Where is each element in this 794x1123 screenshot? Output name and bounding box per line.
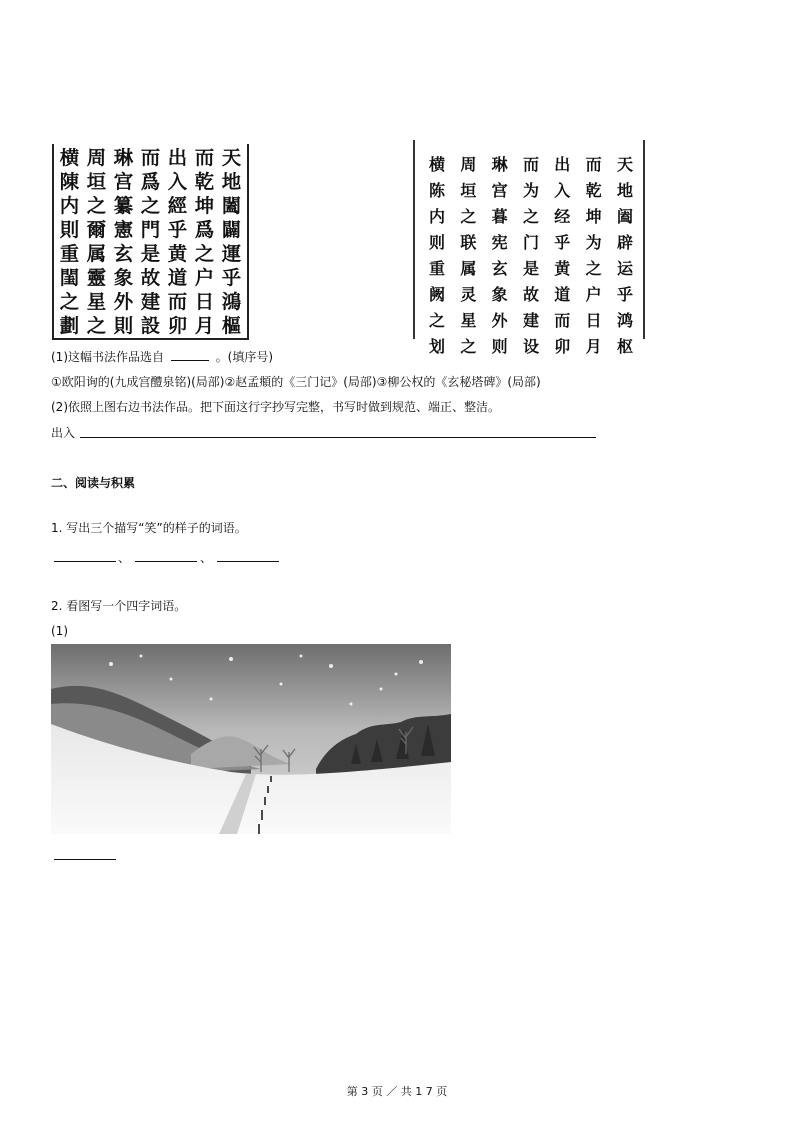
calligraphy-left-character: 象 <box>113 267 134 289</box>
calligraphy-right-character: 暮 <box>491 207 508 226</box>
calligraphy-right-character: 乾 <box>585 181 602 200</box>
calligraphy-right-character: 垣 <box>460 181 477 200</box>
answer-blank-laugh-1[interactable] <box>54 561 116 562</box>
answer-blank-laugh-2[interactable] <box>135 561 197 562</box>
question-2: (2)依照上图右边书法作品。把下面这行字抄写完整，书写时做到规范、端正、整洁。 <box>51 400 501 414</box>
calligraphy-left-column <box>165 146 190 338</box>
calligraphy-right-character: 为 <box>585 233 602 252</box>
calligraphy-left-character: 憲 <box>113 219 134 241</box>
calligraphy-left-character: 經 <box>167 195 188 217</box>
calligraphy-left-character: 卯 <box>167 315 188 337</box>
calligraphy-right-character: 地 <box>616 181 633 200</box>
calligraphy-right-character: 琳 <box>491 155 508 174</box>
calligraphy-left-character: 乎 <box>221 267 242 289</box>
calligraphy-right-character: 黄 <box>554 259 571 278</box>
calligraphy-right-character: 经 <box>554 207 571 226</box>
calligraphy-right-character: 鸿 <box>616 311 633 330</box>
calligraphy-right-character: 宫 <box>491 181 508 200</box>
calligraphy-right-character: 重 <box>428 259 445 278</box>
calligraphy-right-column <box>582 152 606 356</box>
calligraphy-left-character: 設 <box>140 315 161 337</box>
calligraphy-right-character: 卯 <box>554 337 571 356</box>
calligraphy-left-character: 黄 <box>167 243 188 265</box>
calligraphy-left-character: 之 <box>140 195 161 217</box>
calligraphy-left-character: 鴻 <box>221 291 242 313</box>
calligraphy-left-character: 是 <box>140 243 161 265</box>
calligraphy-right-character: 则 <box>491 337 508 356</box>
calligraphy-right-character: 属 <box>460 259 477 278</box>
calligraphy-right-character: 门 <box>522 233 539 252</box>
calligraphy-left-character: 爲 <box>194 219 215 241</box>
calligraphy-right-character: 辟 <box>616 233 633 252</box>
calligraphy-right-character: 星 <box>460 311 477 330</box>
calligraphy-right-character: 乎 <box>616 285 633 304</box>
calligraphy-right-character: 乎 <box>554 233 571 252</box>
calligraphy-left-character: 内 <box>59 195 80 217</box>
calligraphy-left-character: 爲 <box>140 171 161 193</box>
calligraphy-right-character: 而 <box>585 155 602 174</box>
question-1-prefix: (1)这幅书法作品选自 <box>51 350 164 364</box>
question-1 <box>51 348 273 365</box>
calligraphy-right-character: 而 <box>554 311 571 330</box>
calligraphy-left-character: 劃 <box>59 315 80 337</box>
calligraphy-right-column <box>425 152 449 356</box>
calligraphy-left-character: 則 <box>59 219 80 241</box>
snow-landscape-image <box>51 644 451 834</box>
answer-blank-picture[interactable] <box>54 859 116 860</box>
calligraphy-left-character: 坤 <box>194 195 215 217</box>
calligraphy-right-character: 设 <box>522 337 539 356</box>
calligraphy-left-character: 閨 <box>59 267 80 289</box>
calligraphy-left-character: 入 <box>167 171 188 193</box>
calligraphy-right-character: 之 <box>428 311 445 330</box>
calligraphy-left-character: 月 <box>194 315 215 337</box>
calligraphy-right-character: 建 <box>522 311 539 330</box>
calligraphy-left-character: 地 <box>221 171 242 193</box>
copy-answer-line[interactable] <box>80 437 596 438</box>
calligraphy-left-character: 故 <box>140 267 161 289</box>
calligraphy-left-character: 而 <box>167 291 188 313</box>
calligraphy-left-character: 闢 <box>221 219 242 241</box>
calligraphy-left-column <box>138 146 163 338</box>
calligraphy-left-character: 運 <box>221 243 242 265</box>
separator: 、 <box>200 551 213 565</box>
calligraphy-right-character: 为 <box>522 181 539 200</box>
item-2: 2. 看图写一个四字词语。 <box>51 599 187 613</box>
calligraphy-left-character: 重 <box>59 243 80 265</box>
calligraphy-left-column <box>111 146 136 338</box>
calligraphy-right-character: 周 <box>460 155 477 174</box>
calligraphy-left-character: 日 <box>194 291 215 313</box>
calligraphy-right-character: 宪 <box>491 233 508 252</box>
calligraphy-left-image <box>52 144 249 340</box>
calligraphy-left-character: 道 <box>167 267 188 289</box>
calligraphy-left-character: 靈 <box>86 267 107 289</box>
calligraphy-right-character: 运 <box>616 259 633 278</box>
calligraphy-right-character: 坤 <box>585 207 602 226</box>
question-1-suffix: 。(填序号) <box>215 350 274 364</box>
calligraphy-right-character: 之 <box>460 207 477 226</box>
calligraphy-right-character: 外 <box>491 311 508 330</box>
calligraphy-right-character: 联 <box>460 233 477 252</box>
calligraphy-left-character: 属 <box>86 243 107 265</box>
calligraphy-left-character: 户 <box>194 267 215 289</box>
calligraphy-left-character: 之 <box>86 315 107 337</box>
calligraphy-right-character: 户 <box>585 285 602 304</box>
calligraphy-left-character: 樞 <box>221 315 242 337</box>
calligraphy-right-image <box>413 140 645 356</box>
calligraphy-right-character: 之 <box>460 337 477 356</box>
calligraphy-left-character: 建 <box>140 291 161 313</box>
calligraphy-left-character: 則 <box>113 315 134 337</box>
calligraphy-left-character: 陳 <box>59 171 80 193</box>
calligraphy-right-character: 之 <box>585 259 602 278</box>
calligraphy-right-column <box>488 152 512 356</box>
calligraphy-left-character: 天 <box>221 147 242 169</box>
calligraphy-right-character: 是 <box>522 259 539 278</box>
calligraphy-left-character: 爾 <box>86 219 107 241</box>
calligraphy-right-character: 日 <box>585 311 602 330</box>
calligraphy-right-character: 之 <box>522 207 539 226</box>
calligraphy-right-character: 象 <box>491 285 508 304</box>
calligraphy-right-character: 月 <box>585 337 602 356</box>
calligraphy-right-column <box>550 152 574 356</box>
calligraphy-left-character: 外 <box>113 291 134 313</box>
calligraphy-left-character: 宫 <box>113 171 134 193</box>
calligraphy-right-character: 道 <box>554 285 571 304</box>
calligraphy-left-character: 而 <box>140 147 161 169</box>
calligraphy-right-character: 内 <box>428 207 445 226</box>
calligraphy-left-character: 横 <box>59 147 80 169</box>
calligraphy-left-character: 乎 <box>167 219 188 241</box>
calligraphy-right-character: 则 <box>428 233 445 252</box>
calligraphy-right-character: 玄 <box>491 259 508 278</box>
calligraphy-right-character: 灵 <box>460 285 477 304</box>
calligraphy-right-character: 陈 <box>428 181 445 200</box>
calligraphy-right-character: 天 <box>616 155 633 174</box>
calligraphy-left-character: 之 <box>86 195 107 217</box>
calligraphy-right-character: 故 <box>522 285 539 304</box>
calligraphy-left-character: 闔 <box>221 195 242 217</box>
calligraphy-left-character: 之 <box>194 243 215 265</box>
calligraphy-right-character: 划 <box>428 337 445 356</box>
calligraphy-right-character: 枢 <box>616 337 633 356</box>
calligraphy-left-character: 琳 <box>113 147 134 169</box>
calligraphy-left-column <box>219 146 244 338</box>
calligraphy-left-column <box>84 146 109 338</box>
calligraphy-left-character: 門 <box>140 219 161 241</box>
calligraphy-left-character: 而 <box>194 147 215 169</box>
calligraphy-left-character: 星 <box>86 291 107 313</box>
calligraphy-left-character: 出 <box>167 147 188 169</box>
item-1: 1. 写出三个描写“笑”的样子的词语。 <box>51 521 247 535</box>
section-heading: 二、阅读与积累 <box>51 476 136 490</box>
calligraphy-left-character: 玄 <box>113 243 134 265</box>
separator: 、 <box>118 551 131 565</box>
answer-blank-laugh-3[interactable] <box>217 561 279 562</box>
calligraphy-left-character: 纂 <box>113 195 134 217</box>
page-footer: 第 3 页 ／ 共 1 7 页 <box>346 1085 448 1098</box>
calligraphy-right-column <box>613 152 637 356</box>
calligraphy-left-character: 乾 <box>194 171 215 193</box>
item-2-sub-label: (1) <box>51 624 68 638</box>
calligraphy-right-character: 阖 <box>616 207 633 226</box>
calligraphy-right-character: 阙 <box>428 285 445 304</box>
calligraphy-right-character: 而 <box>522 155 539 174</box>
calligraphy-left-column <box>192 146 217 338</box>
calligraphy-left-character: 垣 <box>86 171 107 193</box>
question-1-options: ①欧阳询的(九成宫醴泉铭)(局部)②赵孟頫的《三门记》(局部)③柳公权的《玄秘塔碑》(局部) <box>51 375 541 389</box>
calligraphy-right-character: 出 <box>554 155 571 174</box>
calligraphy-right-character: 入 <box>554 181 571 200</box>
answer-blank-1[interactable] <box>171 348 209 361</box>
calligraphy-right-column <box>456 152 480 356</box>
calligraphy-right-character: 横 <box>428 155 445 174</box>
calligraphy-right-column <box>519 152 543 356</box>
copy-line-start: 出入 <box>51 426 76 440</box>
calligraphy-left-character: 周 <box>86 147 107 169</box>
calligraphy-left-column <box>57 146 82 338</box>
calligraphy-left-character: 之 <box>59 291 80 313</box>
